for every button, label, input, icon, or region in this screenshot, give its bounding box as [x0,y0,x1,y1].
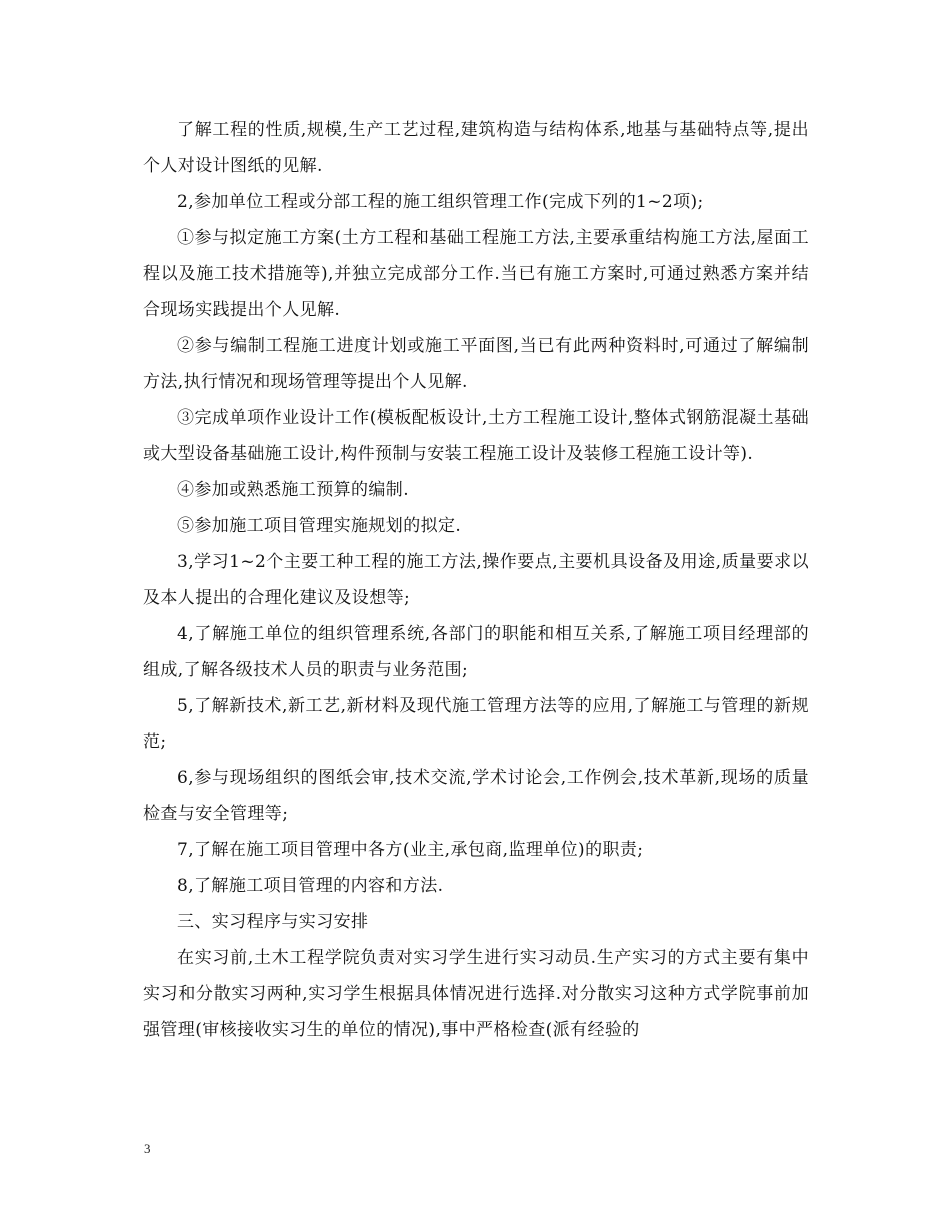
paragraph-8: 3,学习1~2个主要工种工程的施工方法,操作要点,主要机具设备及用途,质量要求以及本人提出的合理化建议及设想等; [143,552,809,608]
page-number: 3 [144,1141,151,1156]
paragraph-13: 8,了解施工项目管理的内容和方法. [177,876,444,896]
paragraph-3: ①参与拟定施工方案(土方工程和基础工程施工方法,主要承重结构施工方法,屋面工程以及施工技术措施等),并独立完成部分工作.当已有施工方案时,可通过熟悉方案并结合现场实践提出个人见解. [143,228,809,320]
paragraph-2: 2,参加单位工程或分部工程的施工组织管理工作(完成下列的1~2项); [177,192,704,212]
paragraph-1: 了解工程的性质,规模,生产工艺过程,建筑构造与结构体系,地基与基础特点等,提出个人对设计图纸的见解. [143,120,809,176]
paragraph-9: 4,了解施工单位的组织管理系统,各部门的职能和相互关系,了解施工项目经理部的组成,了解各级技术人员的职责与业务范围; [143,624,809,680]
section-heading: 三、实习程序与实习安排 [177,912,369,932]
paragraph-7: ⑤参加施工项目管理实施规划的拟定. [177,516,462,536]
paragraph-15: 在实习前,土木工程学院负责对实习学生进行实习动员.生产实习的方式主要有集中实习和分散实习两种,实习学生根据具体情况进行选择.对分散实习这种方式学院事前加强管理(审核接收实习生的单位的情况),事中严格检查(派有经验的 [143,948,809,1040]
body-text [143,112,809,1048]
paragraph-6: ④参加或熟悉施工预算的编制. [177,480,410,500]
paragraph-4: ②参与编制工程施工进度计划或施工平面图,当已有此两种资料时,可通过了解编制方法,执行情况和现场管理等提出个人见解. [143,336,809,392]
paragraph-11: 6,参与现场组织的图纸会审,技术交流,学术讨论会,工作例会,技术革新,现场的质量检查与安全管理等; [143,768,809,824]
paragraph-12: 7,了解在施工项目管理中各方(业主,承包商,监理单位)的职责; [177,840,644,860]
paragraph-5: ③完成单项作业设计工作(模板配板设计,土方工程施工设计,整体式钢筋混凝土基础或大型设备基础施工设计,构件预制与安装工程施工设计及装修工程施工设计等). [143,408,809,464]
paragraph-10: 5,了解新技术,新工艺,新材料及现代施工管理方法等的应用,了解施工与管理的新规范; [143,696,809,752]
